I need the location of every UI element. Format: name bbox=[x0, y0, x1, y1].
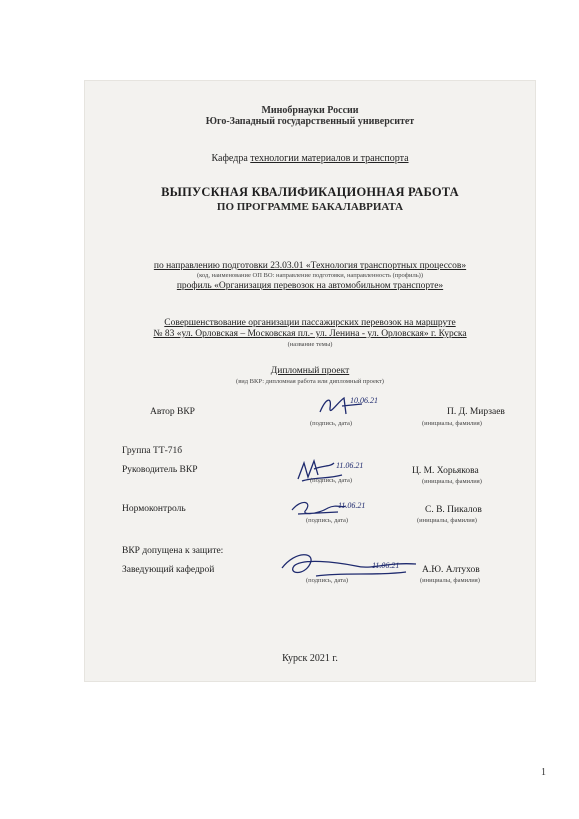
author-sign-date: 10.06.21 bbox=[350, 396, 378, 405]
head-name-caption: (инициалы, фамилия) bbox=[420, 577, 480, 584]
normcontrol-sign-caption: (подпись, дата) bbox=[306, 517, 349, 524]
department-line bbox=[84, 153, 536, 164]
supervisor-name-caption: (инициалы, фамилия) bbox=[422, 478, 482, 485]
group-label: Группа ТТ-71б bbox=[122, 446, 183, 456]
profile-text: профиль «Организация перевозок на автомобильном транспорте» bbox=[176, 281, 444, 291]
head-label: Заведующий кафедрой bbox=[122, 565, 215, 575]
document-title: ВЫПУСКНАЯ КВАЛИФИКАЦИОННАЯ РАБОТА bbox=[161, 185, 459, 199]
department-prefix: Кафедра bbox=[211, 153, 248, 164]
document-subtitle: ПО ПРОГРАММЕ БАКАЛАВРИАТА bbox=[216, 201, 404, 213]
supervisor-name: Ц. М. Хорьякова bbox=[412, 466, 479, 476]
head-name: А.Ю. Алтухов bbox=[422, 565, 480, 575]
department-name: технологии материалов и транспорта bbox=[250, 153, 409, 164]
vkr-type: Дипломный проект bbox=[270, 366, 350, 376]
topic-line-2: № 83 «ул. Орловская – Московская пл.- ул. Ленина - ул. Орловская» г. Курска bbox=[153, 329, 467, 339]
university-name: Юго-Западный государственный университет bbox=[205, 116, 415, 127]
normcontrol-name-caption: (инициалы, фамилия) bbox=[417, 517, 477, 524]
normcontrol-sign-date: 11.06.21 bbox=[338, 501, 366, 510]
author-name: П. Д. Мирзаев bbox=[447, 407, 505, 417]
vkr-type-caption: (вид ВКР: дипломная работа или дипломный проект) bbox=[236, 378, 384, 385]
ministry-name: Минобрнауки России bbox=[261, 105, 359, 116]
scanned-title-page bbox=[84, 80, 536, 682]
topic-line-1: Совершенствование организации пассажирских перевозок на маршруте bbox=[164, 318, 456, 328]
head-signature bbox=[276, 546, 426, 582]
normcontrol-label: Нормоконтроль bbox=[122, 504, 186, 514]
city-year: Курск 2021 г. bbox=[282, 653, 338, 664]
author-label: Автор ВКР bbox=[150, 407, 195, 417]
supervisor-sign-date: 11.06.21 bbox=[336, 461, 364, 470]
normcontrol-name: С. В. Пикалов bbox=[425, 505, 482, 515]
supervisor-label: Руководитель ВКР bbox=[122, 465, 198, 475]
supervisor-sign-caption: (подпись, дата) bbox=[310, 477, 353, 484]
admitted-label: ВКР допущена к защите: bbox=[122, 546, 224, 556]
head-sign-caption: (подпись, дата) bbox=[306, 577, 349, 584]
author-name-caption: (инициалы, фамилия) bbox=[422, 420, 482, 427]
page-number: 1 bbox=[541, 767, 546, 778]
head-sign-date: 11.06.21 bbox=[372, 561, 400, 570]
author-sign-caption: (подпись, дата) bbox=[310, 420, 353, 427]
direction-text: по направлению подготовки 23.03.01 «Технология транспортных процессов» bbox=[153, 261, 467, 271]
direction-caption: (код, наименование ОП ВО: направление подготовки, направленность (профиль)) bbox=[197, 272, 423, 279]
topic-caption: (название темы) bbox=[287, 341, 333, 348]
